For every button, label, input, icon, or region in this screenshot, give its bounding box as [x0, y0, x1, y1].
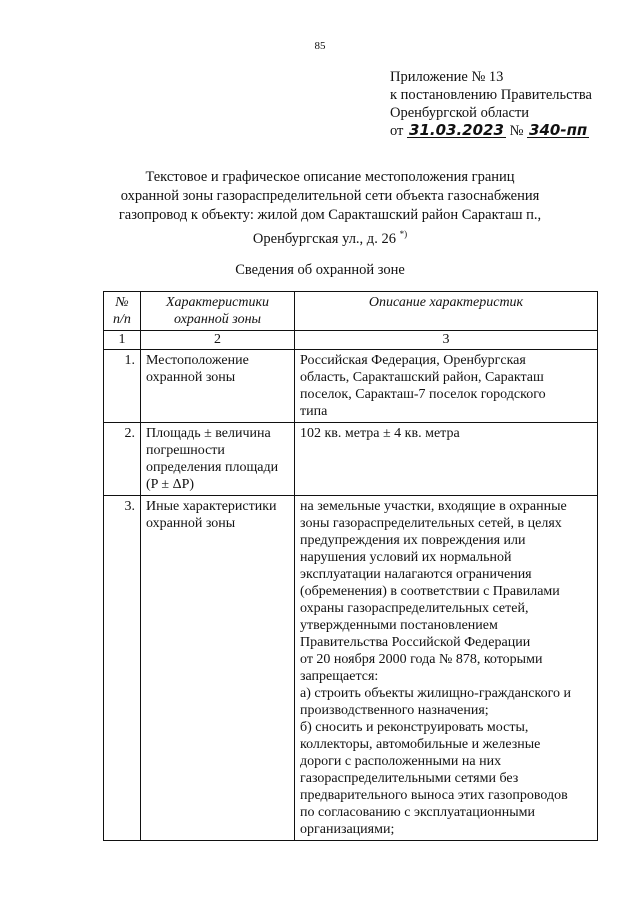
section-subtitle: Сведения об охранной зоне [235, 262, 405, 278]
number-sign: № [509, 123, 524, 139]
row-number: 3. [104, 496, 141, 841]
zone-info-table [103, 291, 598, 841]
row-number: 1. [104, 350, 141, 423]
footnote-mark: *) [399, 229, 408, 239]
title-line-4-wrap [60, 225, 600, 249]
handwritten-number: 340-пп [529, 121, 588, 139]
row-characteristic: Площадь ± величина погрешности определения площади (P ± ΔP) [141, 423, 295, 496]
appendix-line-3: Оренбургской области [390, 105, 530, 121]
row-number: 2. [104, 423, 141, 496]
appendix-date-line [390, 122, 592, 140]
column-number: 1 [104, 331, 141, 350]
header-number: № п/п [104, 292, 141, 331]
row-characteristic: Иные характеристики охранной зоны [141, 496, 295, 841]
row-description: на земельные участки, входящие в охранные зоны газораспределительных сетей, в целях предупреждения их повреждения или нарушения условий их нормальной эксплуатации налагаются ограничения (обременения) в соответствии с Правилами охраны газораспределительных сетей, утвержденными постановлением Правительства Российской Федерации от 20 ноября 2000 года № 878, которыми запрещается: а) строить объекты жилищно-гражданского и производственного назначения; б) сносить и реконструировать мосты, коллекторы, автомобильные и железные дороги с расположенными на них газораспределительными сетями без предварительного выноса этих газопроводов по согласованию с эксплуатационными организациями; [295, 496, 598, 841]
row-description: Российская Федерация, Оренбургская область, Саракташский район, Саракташ поселок, Саракташ-7 поселок городского типа [295, 350, 598, 423]
row-characteristic: Местоположение охранной зоны [141, 350, 295, 423]
column-number: 2 [141, 331, 295, 350]
date-prefix: от [390, 123, 404, 139]
column-number-row [104, 331, 598, 350]
document-title [60, 168, 600, 249]
title-line-3: газопровод к объекту: жилой дом Саракташский район Саракташ п., [118, 207, 542, 223]
column-number: 3 [295, 331, 598, 350]
table-row [104, 496, 598, 841]
table-row [104, 423, 598, 496]
title-line-4: Оренбургская ул., д. 26 [252, 230, 396, 247]
title-line-2: охранной зоны газораспределительной сети объекта газоснабжения [120, 188, 540, 204]
header-characteristic: Характеристики охранной зоны [141, 292, 295, 331]
appendix-block [390, 68, 592, 140]
appendix-line-1: Приложение № 13 [390, 69, 504, 85]
appendix-line-2: к постановлению Правительства [390, 87, 592, 103]
handwritten-date: 31.03.2023 [409, 121, 504, 139]
page-number: 85 [314, 40, 326, 52]
table-row [104, 350, 598, 423]
header-description: Описание характеристик [295, 292, 598, 331]
title-line-1: Текстовое и графическое описание местоположения границ [145, 169, 515, 185]
row-description: 102 кв. метра ± 4 кв. метра [295, 423, 598, 496]
table-header-row [104, 292, 598, 331]
